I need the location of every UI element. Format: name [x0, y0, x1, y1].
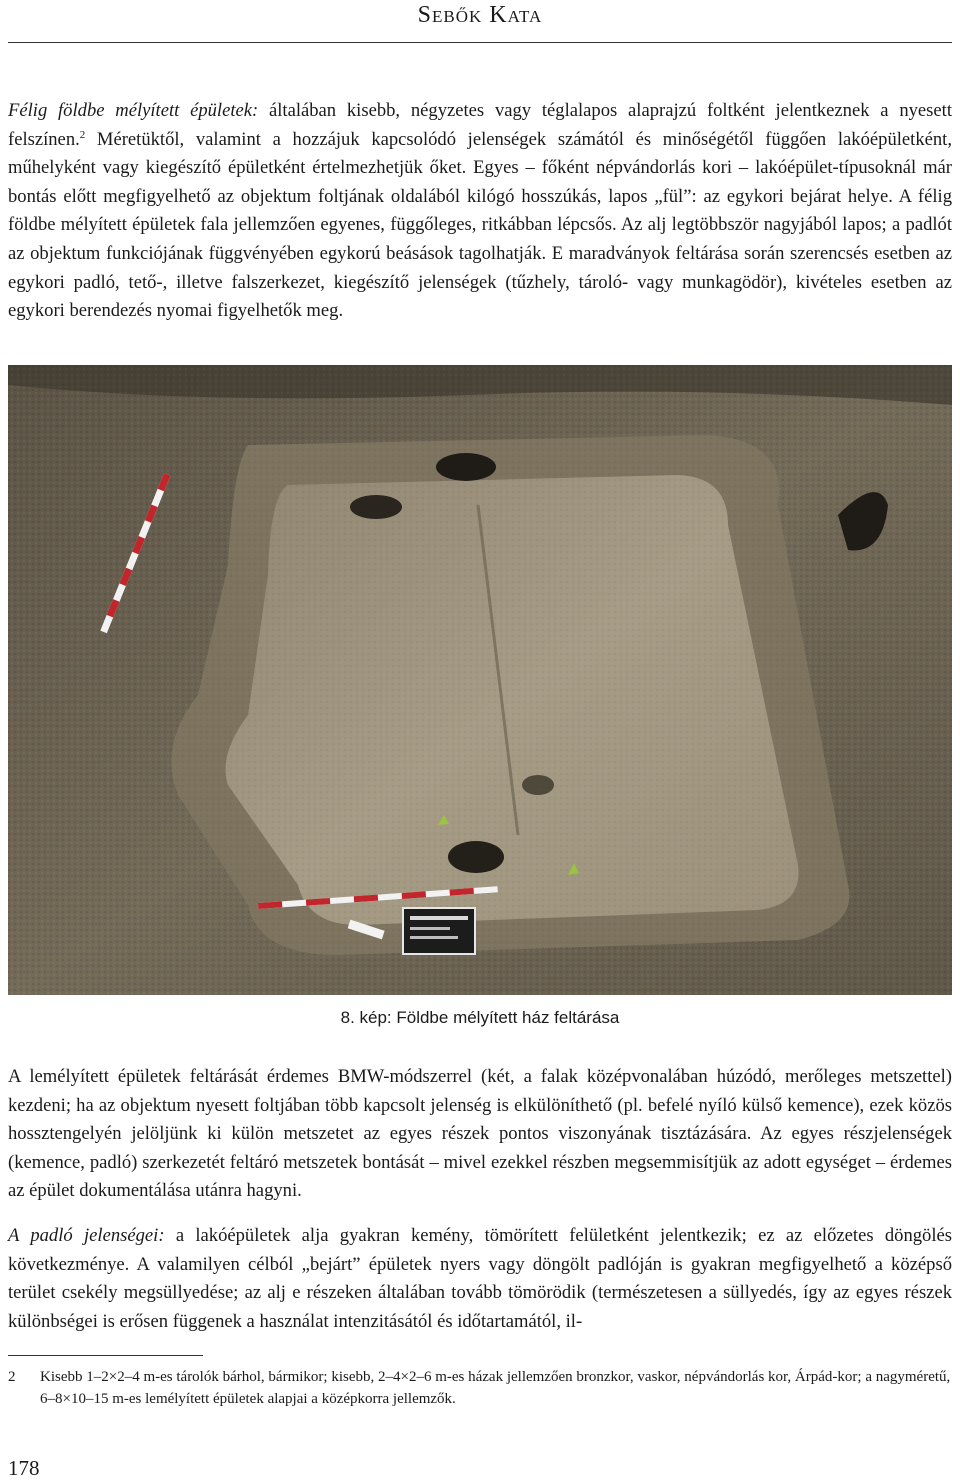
paragraph-sunken-buildings [8, 97, 952, 326]
paragraph-text: a lakóépületek alja gyakran kemény, tömörített felületként jelentkezik; ez az előzetes döngölés következménye. A valamilyen célból „bejárt” épületek nyers vagy döngölt padlóján is gyakran megfigyelhető a középső terület csekély megsüllyedése; az alj e részeken általában tovább tömörödik (természetesen a süllyedés, így az egyes részek különbségei is erősen függenek a használat intenzitásától és időtartamától, il- [8, 1225, 952, 1332]
paragraph-bmw-method: A lemélyített épületek feltárását érdemes BMW-módszerrel (két, a falak középvonalában húzódó, merőleges metszettel) kezdeni; ha az objektum nyesett foltjában több kapcsolt jelenség is elkülöníthető (pl. befelé nyíló külső kemence), ezek közös hossztengelyén jelöljünk ki külön metszetet az egyes részek pontos viszonyának tisztázására. Az egyes részjelenségek (kemence, padló) szerkezetét feltáró metszetek bontását – mivel ezekkel részben megsemmisítjük az adott egységet – érdemes az épület dokumentálása utánra hagyni. [8, 1066, 952, 1202]
running-head-title: Sebők Kata [417, 2, 543, 28]
figure-caption: 8. kép: Földbe mélyített ház feltárása [340, 1008, 620, 1027]
page-number: 178 [8, 1456, 40, 1480]
photo-label-board [403, 908, 475, 954]
posthole [436, 453, 496, 481]
excavation-photo-illustration [8, 365, 952, 995]
paragraph-text: általában kisebb, négyzetes vagy téglalapos alaprajzú foltként jelentkeznek a nyesett felszínen. [8, 100, 952, 150]
paragraph-lead-term: A padló jelenségei: [8, 1225, 165, 1246]
footnote-reference[interactable]: 2 [79, 128, 86, 141]
header-rule [8, 42, 952, 43]
paragraph-floor-features [8, 1222, 952, 1336]
excavation-photo [8, 365, 952, 995]
posthole [350, 495, 402, 519]
footnote-rule [8, 1355, 203, 1356]
footnote-text: Kisebb 1–2×2–4 m-es tárolók bárhol, bármikor; kisebb, 2–4×2–6 m-es házak jellemzően bronzkor, vaskor, népvándorlás kor, Árpád-kor; a nagyméretű, 6–8×10–15 m-es lemélyített épületek alapjai a középkorra jellemzők. [40, 1369, 951, 1407]
paragraph-lead-term: Félig földbe mélyített épületek: [8, 100, 259, 121]
footnote-number: 2 [8, 1369, 16, 1385]
posthole [448, 841, 504, 873]
paragraph-text: Méretüktől, valamint a hozzájuk kapcsolódó jelenségek számától és minőségétől függően lakóépületként, műhelyként vagy kiegészítő épületként értelmezhetjük őket. Egyes – főként népvándorlás kori – lakóépület-típusoknál már bontás előtt megfigyelhető az objektum foltjának oldalából kilógó hosszúkás, lapos „fül”: az egykori bejárat helye. A félig földbe mélyített épületek fala jellemzően egyenes, függőleges, ritkábban lépcsős. Az alj legtöbbször nagyjából lapos; a padlót az objektum funkciójának függvényében egykorú beásások tagolhatják. E maradványok feltárása során szerencsés esetben az egykori padló, tető-, illetve falszerkezet, kiegészítő jelenségek (tűzhely, tároló- vagy munkagödör), kivételes esetben az egykori berendezés nyomai figyelhetők meg. [8, 128, 952, 322]
footnote [8, 1366, 952, 1410]
